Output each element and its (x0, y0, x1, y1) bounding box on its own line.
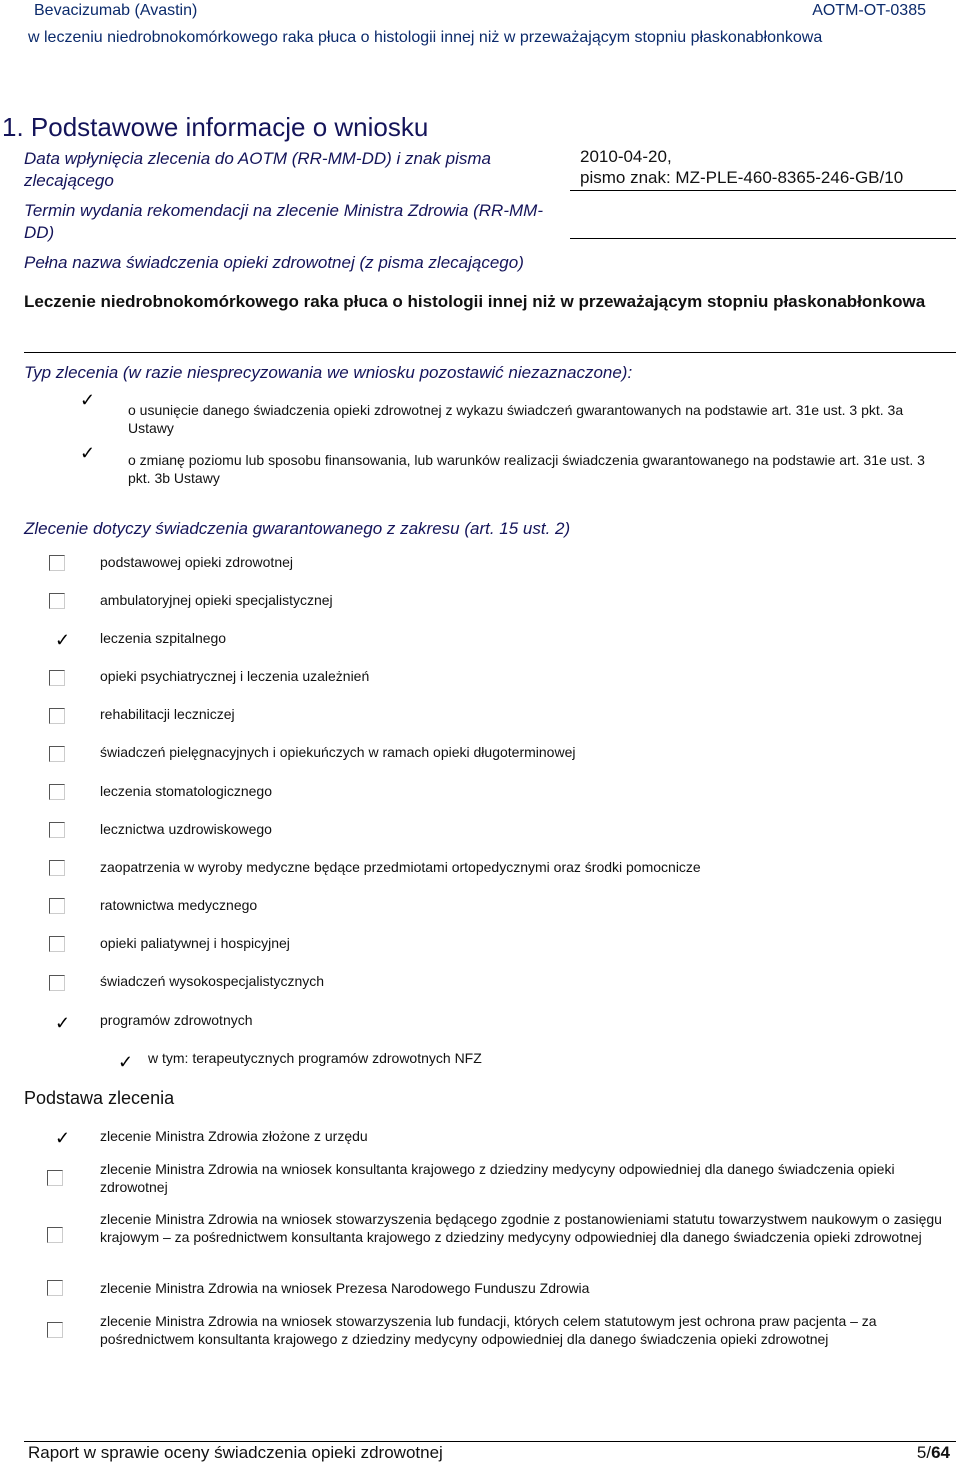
basis-item: zlecenie Ministra Zdrowia na wniosek stowarzyszenia będącego zgodnie z postanowieniami statutu towarzystwem naukowym o zasięgu krajowym – za pośrednictwem konsultanta krajowego z dziedziny medycyny odpowiedniej dla danego świadczenia opieki zdrowotnej (100, 1211, 942, 1245)
empty-checkbox-icon[interactable] (47, 1280, 63, 1296)
basis-item: zlecenie Ministra Zdrowia na wniosek Prezesa Narodowego Funduszu Zdrowia (100, 1280, 590, 1296)
page-current: 5 (916, 1443, 927, 1462)
empty-checkbox-icon[interactable] (49, 593, 65, 609)
empty-checkbox-icon[interactable] (49, 670, 65, 686)
empty-checkbox-icon[interactable] (49, 784, 65, 800)
fullname-underline (24, 352, 956, 353)
date-underline (570, 190, 956, 191)
date-label: Data wpłynięcia zlecenia do AOTM (RR-MM-DD) i znak pisma zlecającego (24, 149, 491, 190)
scope-item: ratownictwa medycznego (100, 897, 258, 913)
checkmark-icon[interactable]: ✓ (55, 630, 71, 650)
deadline-label: Termin wydania rekomendacji na zlecenie Ministra Zdrowia (RR-MM-DD) (24, 201, 543, 242)
empty-checkbox-icon[interactable] (49, 708, 65, 724)
deadline-underline (570, 238, 956, 239)
empty-checkbox-icon[interactable] (49, 860, 65, 876)
scope-item: opieki paliatywnej i hospicyjnej (100, 935, 290, 951)
checkmark-icon: ✓ (80, 443, 96, 463)
basis-label: Podstawa zlecenia (24, 1088, 175, 1108)
footer-rule (24, 1441, 956, 1442)
fullname-label: Pełna nazwa świadczenia opieki zdrowotnej (z pisma zlecającego) (24, 253, 524, 272)
scope-item: opieki psychiatrycznej i leczenia uzależnień (100, 668, 370, 684)
empty-checkbox-icon[interactable] (49, 555, 65, 571)
page-total: 64 (931, 1443, 950, 1462)
fullname-value: Leczenie niedrobnokomórkowego raka płuca o histologii innej niż w przeważającym stopniu płaskonabłonkowa (24, 292, 926, 311)
checkmark-icon[interactable]: ✓ (55, 1128, 71, 1148)
scope-item: lecznictwa uzdrowiskowego (100, 821, 272, 837)
date-value-line2: pismo znak: MZ-PLE-460-8365-246-GB/10 (580, 168, 904, 187)
scope-item: rehabilitacji leczniczej (100, 706, 235, 722)
footer-title: Raport w sprawie oceny świadczenia opieki zdrowotnej (28, 1443, 443, 1462)
scope-item: podstawowej opieki zdrowotnej (100, 554, 293, 570)
scope-item: świadczeń wysokospecjalistycznych (100, 973, 325, 989)
header-subtitle: w leczeniu niedrobnokomórkowego raka płuca o histologii innej niż w przeważającym stopniu płaskonabłonkowa (28, 29, 823, 46)
scope-item: leczenia stomatologicznego (100, 783, 272, 799)
basis-item: zlecenie Ministra Zdrowia na wniosek konsultanta krajowego z dziedziny medycyny odpowiedniej dla danego świadczenia opieki zdrowotnej (100, 1161, 895, 1195)
empty-checkbox-icon[interactable] (49, 975, 65, 991)
scope-item: ambulatoryjnej opieki specjalistycznej (100, 592, 333, 608)
empty-checkbox-icon[interactable] (49, 936, 65, 952)
empty-checkbox-icon[interactable] (47, 1170, 63, 1186)
type-label: Typ zlecenia (w razie niesprecyzowania we wniosku pozostawić niezaznaczone): (24, 363, 633, 382)
scope-item: programów zdrowotnych (100, 1012, 253, 1028)
checkmark-icon[interactable]: ✓ (55, 1013, 71, 1033)
scope-label: Zlecenie dotyczy świadczenia gwarantowanego z zakresu (art. 15 ust. 2) (24, 519, 571, 538)
empty-checkbox-icon[interactable] (47, 1322, 63, 1338)
checkmark-icon[interactable]: ✓ (118, 1052, 134, 1072)
section-title: 1. Podstawowe informacje o wniosku (2, 112, 429, 142)
scope-sub-item: w tym: terapeutycznych programów zdrowotnych NFZ (148, 1050, 482, 1066)
date-value-line1: 2010-04-20, (580, 147, 672, 166)
header-code: AOTM-OT-0385 (812, 2, 926, 19)
type-item-1: o usunięcie danego świadczenia opieki zdrowotnej z wykazu świadczeń gwarantowanych na podstawie art. 31e ust. 3 pkt. 3a Ustawy (128, 402, 904, 436)
type-item-2: o zmianę poziomu lub sposobu finansowania, lub warunków realizacji świadczenia gwarantowanego na podstawie art. 31e ust. 3 pkt. 3b Ustawy (128, 452, 925, 486)
empty-checkbox-icon[interactable] (49, 746, 65, 762)
empty-checkbox-icon[interactable] (49, 898, 65, 914)
empty-checkbox-icon[interactable] (47, 1227, 63, 1243)
basis-item: zlecenie Ministra Zdrowia złożone z urzędu (100, 1128, 368, 1144)
page-separator: / (926, 1443, 932, 1462)
scope-item: leczenia szpitalnego (100, 630, 227, 646)
page-number (917, 1443, 950, 1463)
scope-item: świadczeń pielęgnacyjnych i opiekuńczych w ramach opieki długoterminowej (100, 744, 576, 760)
empty-checkbox-icon[interactable] (49, 822, 65, 838)
header-drug: Bevacizumab (Avastin) (34, 2, 198, 19)
basis-item: zlecenie Ministra Zdrowia na wniosek stowarzyszenia lub fundacji, których celem statutowym jest ochrona praw pacjenta – za pośrednictwem konsultanta krajowego z dziedziny medycyny odpowiedniej dla danego świadczenia opieki zdrowotnej (100, 1313, 877, 1347)
scope-item: zaopatrzenia w wyroby medyczne będące przedmiotami ortopedycznymi oraz środki pomocnicze (100, 859, 701, 875)
checkmark-icon: ✓ (80, 390, 96, 410)
